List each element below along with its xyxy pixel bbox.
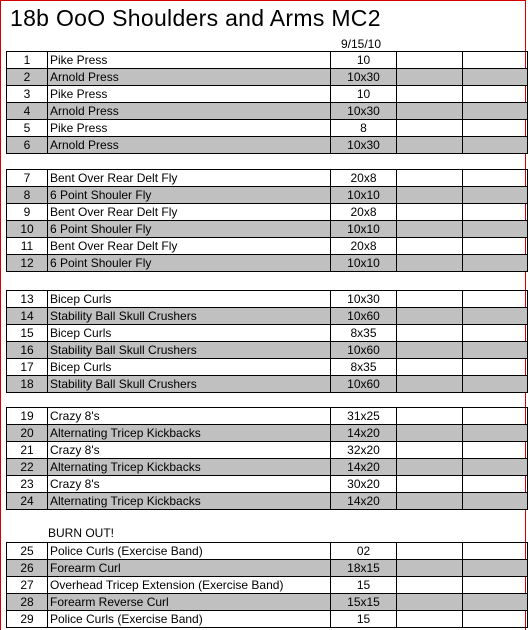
exercise-name: Crazy 8's — [48, 442, 331, 459]
row-number: 24 — [7, 493, 48, 510]
empty-cell — [463, 425, 528, 442]
table-row — [7, 221, 528, 238]
row-number: 14 — [7, 308, 48, 325]
exercise-value: 10x30 — [331, 291, 397, 308]
empty-cell — [463, 137, 528, 154]
empty-cell — [463, 52, 528, 69]
row-number: 22 — [7, 459, 48, 476]
exercise-name: Bent Over Rear Delt Fly — [48, 238, 331, 255]
table-row — [7, 408, 528, 425]
exercise-value: 15 — [331, 577, 397, 594]
table-row — [7, 611, 528, 628]
exercise-value: 10x30 — [331, 69, 397, 86]
row-number: 15 — [7, 325, 48, 342]
empty-cell — [463, 359, 528, 376]
exercise-name: Bent Over Rear Delt Fly — [48, 170, 331, 187]
exercise-value: 8x35 — [331, 325, 397, 342]
empty-cell — [397, 325, 463, 342]
row-number: 23 — [7, 476, 48, 493]
empty-cell — [397, 238, 463, 255]
date-header: 9/15/10 — [340, 37, 382, 51]
exercise-name: Bicep Curls — [48, 325, 331, 342]
table-row — [7, 255, 528, 272]
row-number: 2 — [7, 69, 48, 86]
row-number: 25 — [7, 543, 48, 560]
exercise-name: Stability Ball Skull Crushers — [48, 376, 331, 393]
row-number: 5 — [7, 120, 48, 137]
exercise-value: 10x30 — [331, 137, 397, 154]
table-row — [7, 69, 528, 86]
empty-cell — [397, 476, 463, 493]
empty-cell — [463, 543, 528, 560]
exercise-name: Alternating Tricep Kickbacks — [48, 459, 331, 476]
row-number: 21 — [7, 442, 48, 459]
empty-cell — [397, 408, 463, 425]
empty-cell — [397, 560, 463, 577]
row-number: 27 — [7, 577, 48, 594]
empty-cell — [397, 342, 463, 359]
table-row — [7, 594, 528, 611]
empty-cell — [463, 86, 528, 103]
empty-cell — [463, 476, 528, 493]
table-row — [7, 560, 528, 577]
empty-cell — [397, 594, 463, 611]
exercise-value: 14x20 — [331, 425, 397, 442]
table-row — [7, 204, 528, 221]
exercise-value: 8x35 — [331, 359, 397, 376]
empty-cell — [463, 120, 528, 137]
empty-cell — [397, 69, 463, 86]
table-row — [7, 543, 528, 560]
empty-cell — [397, 611, 463, 628]
exercise-value: 10x10 — [331, 255, 397, 272]
exercise-value: 15x15 — [331, 594, 397, 611]
exercise-name: Stability Ball Skull Crushers — [48, 308, 331, 325]
table-row — [7, 442, 528, 459]
empty-cell — [463, 577, 528, 594]
table-row — [7, 459, 528, 476]
table-row — [7, 425, 528, 442]
exercise-name: Bicep Curls — [48, 291, 331, 308]
row-number: 3 — [7, 86, 48, 103]
burnout-label: BURN OUT! — [48, 526, 114, 540]
row-number: 13 — [7, 291, 48, 308]
exercise-value: 10x60 — [331, 342, 397, 359]
empty-cell — [397, 308, 463, 325]
empty-cell — [397, 103, 463, 120]
exercise-group-2 — [6, 169, 523, 272]
exercise-name: Crazy 8's — [48, 476, 331, 493]
table-row — [7, 476, 528, 493]
empty-cell — [397, 543, 463, 560]
row-number: 29 — [7, 611, 48, 628]
exercise-value: 10 — [331, 52, 397, 69]
exercise-name: Alternating Tricep Kickbacks — [48, 425, 331, 442]
exercise-name: Pike Press — [48, 52, 331, 69]
row-number: 7 — [7, 170, 48, 187]
exercise-name: Forearm Curl — [48, 560, 331, 577]
exercise-value: 15 — [331, 611, 397, 628]
exercise-value: 30x20 — [331, 476, 397, 493]
empty-cell — [463, 459, 528, 476]
table-row — [7, 238, 528, 255]
row-number: 20 — [7, 425, 48, 442]
empty-cell — [463, 408, 528, 425]
empty-cell — [463, 611, 528, 628]
table-row — [7, 187, 528, 204]
exercise-value: 14x20 — [331, 493, 397, 510]
exercise-value: 20x8 — [331, 170, 397, 187]
empty-cell — [463, 560, 528, 577]
exercise-value: 10x60 — [331, 376, 397, 393]
empty-cell — [397, 493, 463, 510]
empty-cell — [397, 376, 463, 393]
exercise-name: Stability Ball Skull Crushers — [48, 342, 331, 359]
row-number: 17 — [7, 359, 48, 376]
row-number: 11 — [7, 238, 48, 255]
exercise-value: 02 — [331, 543, 397, 560]
exercise-name: 6 Point Shouler Fly — [48, 187, 331, 204]
empty-cell — [463, 325, 528, 342]
exercise-group-3 — [6, 290, 523, 393]
row-number: 8 — [7, 187, 48, 204]
row-number: 1 — [7, 52, 48, 69]
exercise-name: Bent Over Rear Delt Fly — [48, 204, 331, 221]
empty-cell — [397, 425, 463, 442]
empty-cell — [397, 577, 463, 594]
exercise-name: Alternating Tricep Kickbacks — [48, 493, 331, 510]
row-number: 6 — [7, 137, 48, 154]
exercise-value: 32x20 — [331, 442, 397, 459]
empty-cell — [463, 442, 528, 459]
table-row — [7, 120, 528, 137]
empty-cell — [463, 255, 528, 272]
empty-cell — [463, 291, 528, 308]
exercise-name: Crazy 8's — [48, 408, 331, 425]
table-row — [7, 291, 528, 308]
row-number: 9 — [7, 204, 48, 221]
row-number: 4 — [7, 103, 48, 120]
empty-cell — [463, 170, 528, 187]
empty-cell — [463, 493, 528, 510]
empty-cell — [397, 86, 463, 103]
table-row — [7, 86, 528, 103]
exercise-name: Bicep Curls — [48, 359, 331, 376]
row-number: 19 — [7, 408, 48, 425]
exercise-value: 10x10 — [331, 187, 397, 204]
exercise-name: Police Curls (Exercise Band) — [48, 611, 331, 628]
exercise-name: 6 Point Shouler Fly — [48, 255, 331, 272]
page-title: 18b OoO Shoulders and Arms MC2 — [10, 5, 381, 31]
table-row — [7, 359, 528, 376]
exercise-value: 10x30 — [331, 103, 397, 120]
empty-cell — [463, 204, 528, 221]
table-row — [7, 342, 528, 359]
empty-cell — [397, 459, 463, 476]
empty-cell — [397, 255, 463, 272]
table-row — [7, 577, 528, 594]
table-row — [7, 493, 528, 510]
exercise-value: 14x20 — [331, 459, 397, 476]
empty-cell — [463, 342, 528, 359]
empty-cell — [397, 120, 463, 137]
exercise-value: 31x25 — [331, 408, 397, 425]
empty-cell — [397, 442, 463, 459]
empty-cell — [463, 221, 528, 238]
row-number: 18 — [7, 376, 48, 393]
exercise-name: Arnold Press — [48, 69, 331, 86]
exercise-name: Arnold Press — [48, 137, 331, 154]
empty-cell — [397, 221, 463, 238]
exercise-group-5 — [6, 542, 523, 628]
empty-cell — [397, 187, 463, 204]
exercise-name: Pike Press — [48, 86, 331, 103]
table-row — [7, 52, 528, 69]
exercise-name: Arnold Press — [48, 103, 331, 120]
table-row — [7, 137, 528, 154]
exercise-name: Pike Press — [48, 120, 331, 137]
empty-cell — [397, 204, 463, 221]
empty-cell — [463, 376, 528, 393]
empty-cell — [397, 137, 463, 154]
exercise-name: Forearm Reverse Curl — [48, 594, 331, 611]
empty-cell — [463, 187, 528, 204]
table-row — [7, 376, 528, 393]
exercise-value: 10x60 — [331, 308, 397, 325]
exercise-group-1 — [6, 51, 523, 154]
exercise-value: 8 — [331, 120, 397, 137]
exercise-group-4 — [6, 407, 523, 510]
table-row — [7, 103, 528, 120]
row-number: 12 — [7, 255, 48, 272]
empty-cell — [397, 170, 463, 187]
empty-cell — [397, 52, 463, 69]
table-row — [7, 325, 528, 342]
exercise-value: 18x15 — [331, 560, 397, 577]
empty-cell — [463, 594, 528, 611]
table-row — [7, 170, 528, 187]
exercise-value: 20x8 — [331, 204, 397, 221]
row-number: 26 — [7, 560, 48, 577]
exercise-value: 10 — [331, 86, 397, 103]
row-number: 10 — [7, 221, 48, 238]
row-number: 28 — [7, 594, 48, 611]
exercise-value: 10x10 — [331, 221, 397, 238]
exercise-value: 20x8 — [331, 238, 397, 255]
exercise-name: Overhead Tricep Extension (Exercise Band) — [48, 577, 331, 594]
empty-cell — [397, 291, 463, 308]
row-number: 16 — [7, 342, 48, 359]
exercise-name: 6 Point Shouler Fly — [48, 221, 331, 238]
empty-cell — [463, 69, 528, 86]
empty-cell — [463, 103, 528, 120]
table-row — [7, 308, 528, 325]
empty-cell — [463, 238, 528, 255]
empty-cell — [397, 359, 463, 376]
exercise-name: Police Curls (Exercise Band) — [48, 543, 331, 560]
empty-cell — [463, 308, 528, 325]
